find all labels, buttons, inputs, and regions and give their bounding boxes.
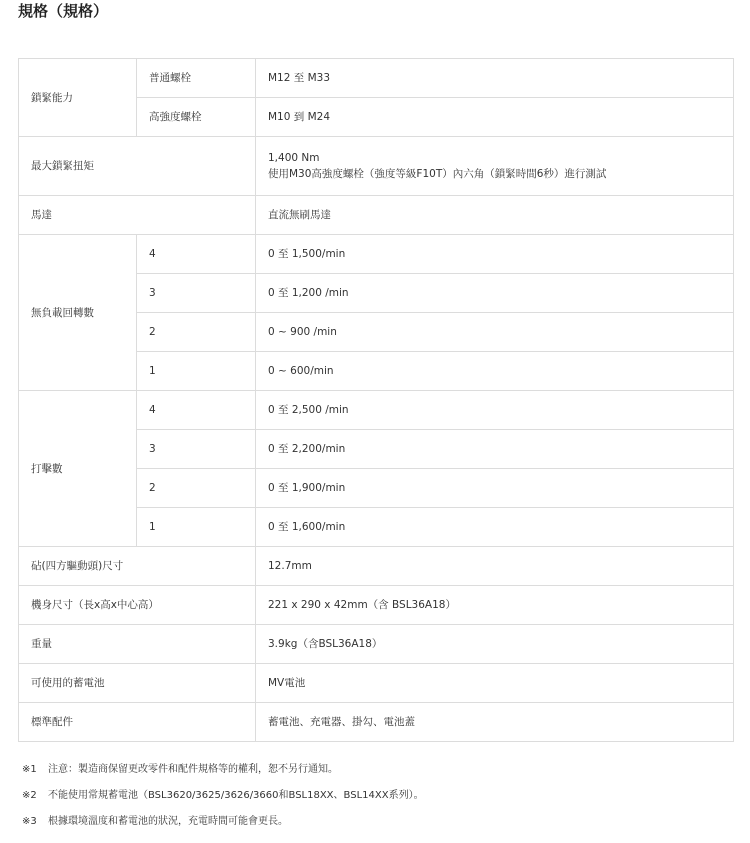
spec-label: 最大鎖緊扭矩 bbox=[19, 137, 256, 196]
spec-sublabel: 高強度螺栓 bbox=[137, 98, 256, 137]
spec-value: 0 至 1,200 /min bbox=[256, 274, 734, 313]
footnote-item bbox=[22, 760, 424, 786]
spec-sublabel: 3 bbox=[137, 430, 256, 469]
spec-value: 0 至 2,500 /min bbox=[256, 391, 734, 430]
spec-label: 無負載回轉數 bbox=[19, 235, 137, 391]
spec-label: 機身尺寸（長x高x中心高） bbox=[19, 586, 256, 625]
table-row bbox=[19, 703, 734, 742]
footnotes bbox=[22, 760, 424, 838]
table-row bbox=[19, 391, 734, 430]
spec-label: 可使用的蓄電池 bbox=[19, 664, 256, 703]
spec-sublabel: 2 bbox=[137, 469, 256, 508]
table-row bbox=[19, 137, 734, 196]
spec-value: 蓄電池、充電器、掛勾、電池蓋 bbox=[256, 703, 734, 742]
spec-value: 0 ~ 900 /min bbox=[256, 313, 734, 352]
footnote-mark: ※3 bbox=[22, 816, 37, 827]
table-row bbox=[19, 586, 734, 625]
footnote-item bbox=[22, 786, 424, 812]
spec-sublabel: 普通螺栓 bbox=[137, 59, 256, 98]
table-row bbox=[19, 625, 734, 664]
footnote-mark: ※2 bbox=[22, 790, 37, 801]
page-title: 規格（規格） bbox=[18, 2, 109, 20]
spec-value: 0 至 1,900/min bbox=[256, 469, 734, 508]
torque-value: 1,400 Nm bbox=[268, 152, 320, 164]
footnote-mark: ※1 bbox=[22, 764, 37, 775]
spec-label: 馬達 bbox=[19, 196, 256, 235]
table-row bbox=[19, 664, 734, 703]
spec-sublabel: 2 bbox=[137, 313, 256, 352]
spec-value: M12 至 M33 bbox=[256, 59, 734, 98]
spec-label: 打擊數 bbox=[19, 391, 137, 547]
spec-value bbox=[256, 137, 734, 196]
spec-value: 直流無刷馬達 bbox=[256, 196, 734, 235]
table-row bbox=[19, 59, 734, 98]
footnote-item bbox=[22, 812, 424, 838]
footnote-text: 注意：製造商保留更改零件和配件規格等的權利，恕不另行通知。 bbox=[48, 764, 338, 775]
spec-value: 0 至 1,600/min bbox=[256, 508, 734, 547]
spec-sublabel: 1 bbox=[137, 508, 256, 547]
spec-label: 砧(四方驅動頭)尺寸 bbox=[19, 547, 256, 586]
spec-value: 0 至 1,500/min bbox=[256, 235, 734, 274]
spec-value: 0 ~ 600/min bbox=[256, 352, 734, 391]
spec-label: 鎖緊能力 bbox=[19, 59, 137, 137]
footnote-text: 根據環境溫度和蓄電池的狀況，充電時間可能會更長。 bbox=[48, 816, 288, 827]
torque-test-note: 使用M30高強度螺栓（強度等級F10T）內六角（鎖緊時間6秒）進行測試 bbox=[268, 168, 607, 180]
spec-sublabel: 4 bbox=[137, 391, 256, 430]
footnote-text: 不能使用常規蓄電池（BSL3620/3625/3626/3660和BSL18XX、BSL14XX系列）。 bbox=[48, 790, 424, 801]
table-row bbox=[19, 235, 734, 274]
table-row bbox=[19, 547, 734, 586]
spec-label: 重量 bbox=[19, 625, 256, 664]
spec-value: M10 到 M24 bbox=[256, 98, 734, 137]
spec-value: MV電池 bbox=[256, 664, 734, 703]
spec-table bbox=[18, 58, 734, 742]
spec-label: 標準配件 bbox=[19, 703, 256, 742]
spec-value: 3.9kg（含BSL36A18） bbox=[256, 625, 734, 664]
table-row bbox=[19, 196, 734, 235]
spec-value: 0 至 2,200/min bbox=[256, 430, 734, 469]
spec-sublabel: 4 bbox=[137, 235, 256, 274]
spec-value: 12.7mm bbox=[256, 547, 734, 586]
spec-sublabel: 1 bbox=[137, 352, 256, 391]
spec-value: 221 x 290 x 42mm（含 BSL36A18） bbox=[256, 586, 734, 625]
spec-sublabel: 3 bbox=[137, 274, 256, 313]
